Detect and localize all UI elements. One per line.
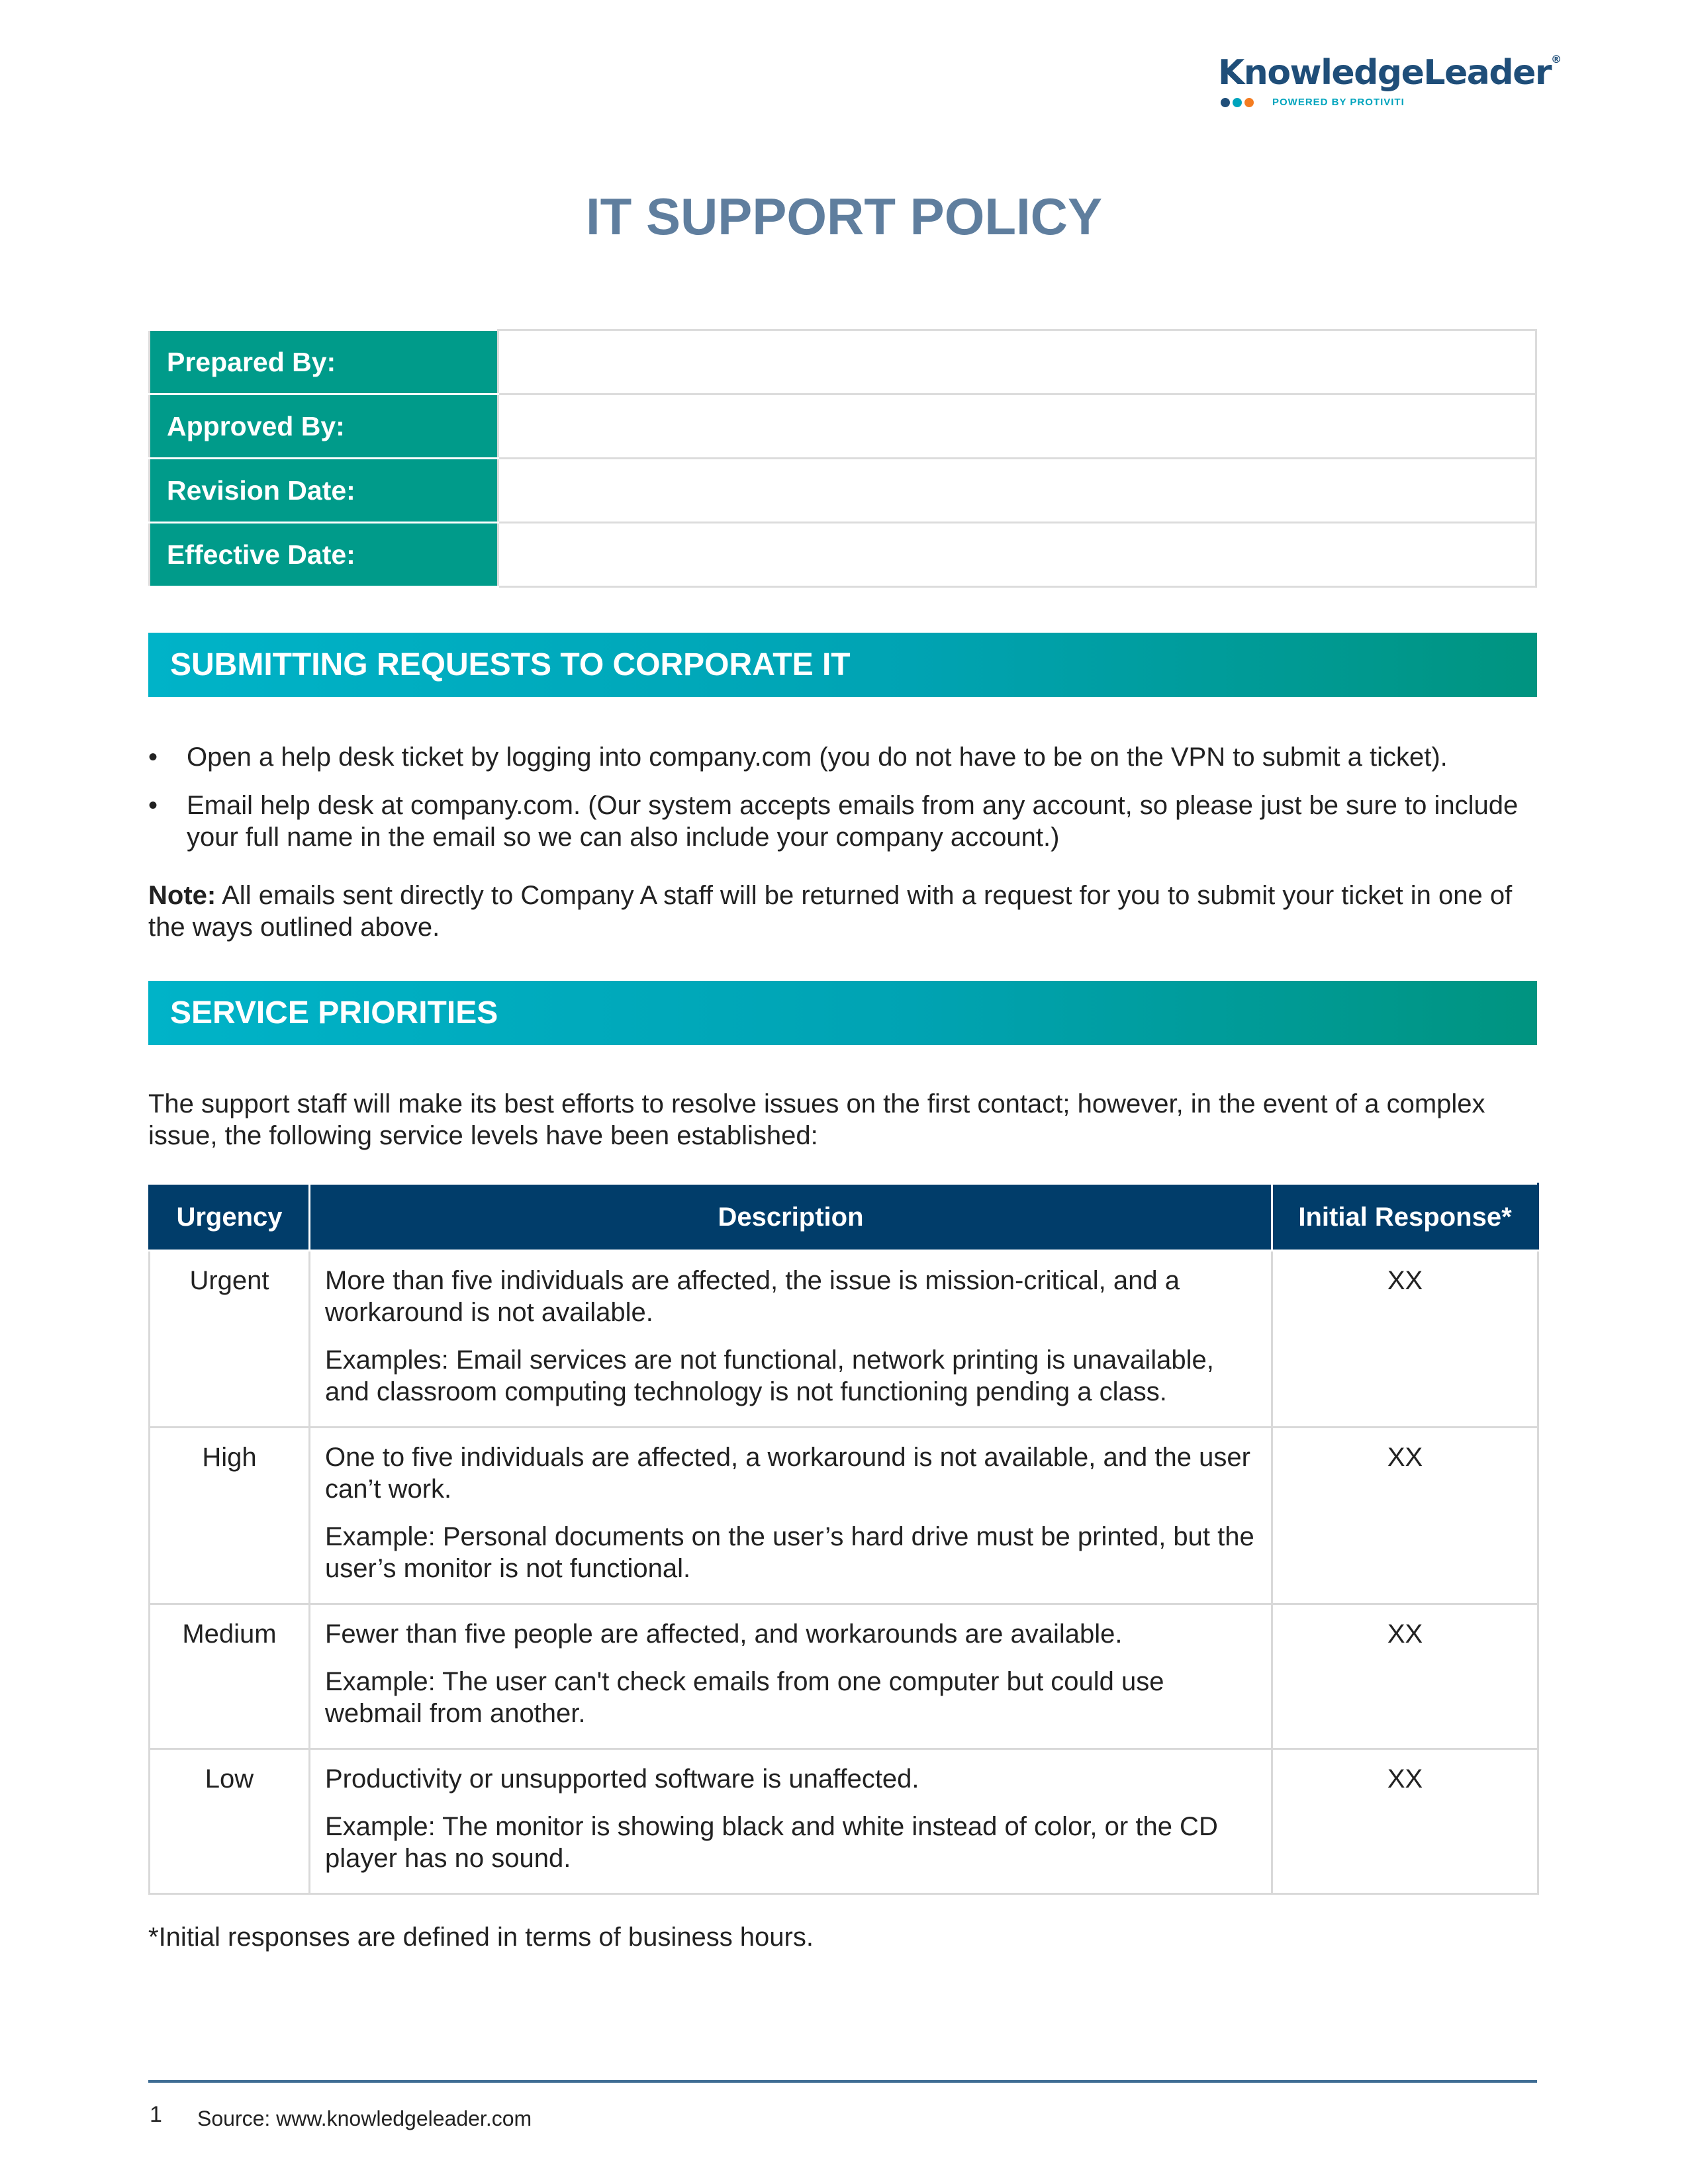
example-text: Example: The user can't check emails from one computer but could use webmail from another. [325, 1667, 1164, 1728]
page-title: IT SUPPORT POLICY [585, 187, 1103, 246]
description-cell [310, 1749, 1272, 1894]
document-meta-table [148, 329, 1537, 588]
bullet-icon: • [148, 743, 158, 772]
footer-divider [148, 2080, 1537, 2083]
section-heading-service-priorities: SERVICE PRIORITIES [148, 981, 1537, 1045]
meta-value-revision-date [498, 459, 1536, 523]
meta-row-approved-by [150, 394, 1536, 459]
example-text: Examples: Email services are not functional, network printing is unavailable, and classroom computing technology is not functioning pending a class. [325, 1345, 1214, 1406]
table-row [150, 1428, 1538, 1604]
note-text: All emails sent directly to Company A staff will be returned with a request for you to submit your ticket in one of the ways outlined above. [148, 881, 1513, 942]
list-item-text: Email help desk at company.com. (Our system accepts emails from any account, so please just be sure to include your full name in the email so we can also include your company account.) [187, 791, 1519, 852]
description-text: Fewer than five people are affected, and workarounds are available. [325, 1619, 1123, 1649]
response-cell: XX [1272, 1749, 1538, 1894]
logo-dots-icon [1221, 98, 1254, 107]
example-text: Example: Personal documents on the user’s hard drive must be printed, but the user’s monitor is not functional. [325, 1522, 1254, 1583]
table-header-row [150, 1184, 1538, 1251]
meta-value-approved-by [498, 394, 1536, 459]
description-cell [310, 1604, 1272, 1749]
list-item [148, 741, 1537, 773]
response-cell: XX [1272, 1251, 1538, 1428]
note-label: Note: [148, 881, 216, 910]
list-item [148, 790, 1537, 853]
meta-label: Prepared By: [150, 330, 498, 394]
urgency-cell: Low [150, 1749, 310, 1894]
meta-row-prepared-by [150, 330, 1536, 394]
urgency-cell: High [150, 1428, 310, 1604]
column-header-urgency: Urgency [150, 1184, 310, 1251]
intro-paragraph: The support staff will make its best efforts to resolve issues on the first contact; however, in the event of a complex issue, the following service levels have been established: [148, 1089, 1485, 1150]
meta-row-effective-date [150, 523, 1536, 587]
response-cell: XX [1272, 1604, 1538, 1749]
service-priorities-table [148, 1183, 1539, 1895]
column-header-description: Description [310, 1184, 1272, 1251]
table-row [150, 1749, 1538, 1894]
urgency-cell: Medium [150, 1604, 310, 1749]
response-cell: XX [1272, 1428, 1538, 1604]
description-text: More than five individuals are affected, the issue is mission-critical, and a workaround is not available. [325, 1266, 1180, 1327]
meta-value-prepared-by [498, 330, 1536, 394]
table-row [150, 1251, 1538, 1428]
meta-row-revision-date [150, 459, 1536, 523]
footnote: *Initial responses are defined in terms of business hours. [148, 1923, 814, 1952]
knowledgeleader-logo [1218, 53, 1561, 108]
logo-wordmark: KnowledgeLeader® [1218, 53, 1561, 93]
bullet-icon: • [148, 791, 158, 820]
description-cell [310, 1251, 1272, 1428]
description-cell [310, 1428, 1272, 1604]
example-text: Example: The monitor is showing black and white instead of color, or the CD player has no sound. [325, 1812, 1218, 1873]
note-paragraph [148, 880, 1537, 943]
description-text: Productivity or unsupported software is unaffected. [325, 1764, 919, 1794]
list-item-text: Open a help desk ticket by logging into company.com (you do not have to be on the VPN to submit a ticket). [187, 743, 1448, 772]
column-header-initial-response: Initial Response* [1272, 1184, 1538, 1251]
description-text: One to five individuals are affected, a workaround is not available, and the user can’t work. [325, 1443, 1250, 1504]
meta-value-effective-date [498, 523, 1536, 587]
urgency-cell: Urgent [150, 1251, 310, 1428]
meta-label: Effective Date: [150, 523, 498, 587]
logo-tagline: POWERED BY PROTIVITI [1272, 97, 1405, 108]
meta-label: Approved By: [150, 394, 498, 459]
table-row [150, 1604, 1538, 1749]
source-citation: Source: www.knowledgeleader.com [197, 2107, 532, 2130]
section-heading-submitting-requests: SUBMITTING REQUESTS TO CORPORATE IT [148, 633, 1537, 697]
meta-label: Revision Date: [150, 459, 498, 523]
page-number: 1 [150, 2102, 162, 2127]
